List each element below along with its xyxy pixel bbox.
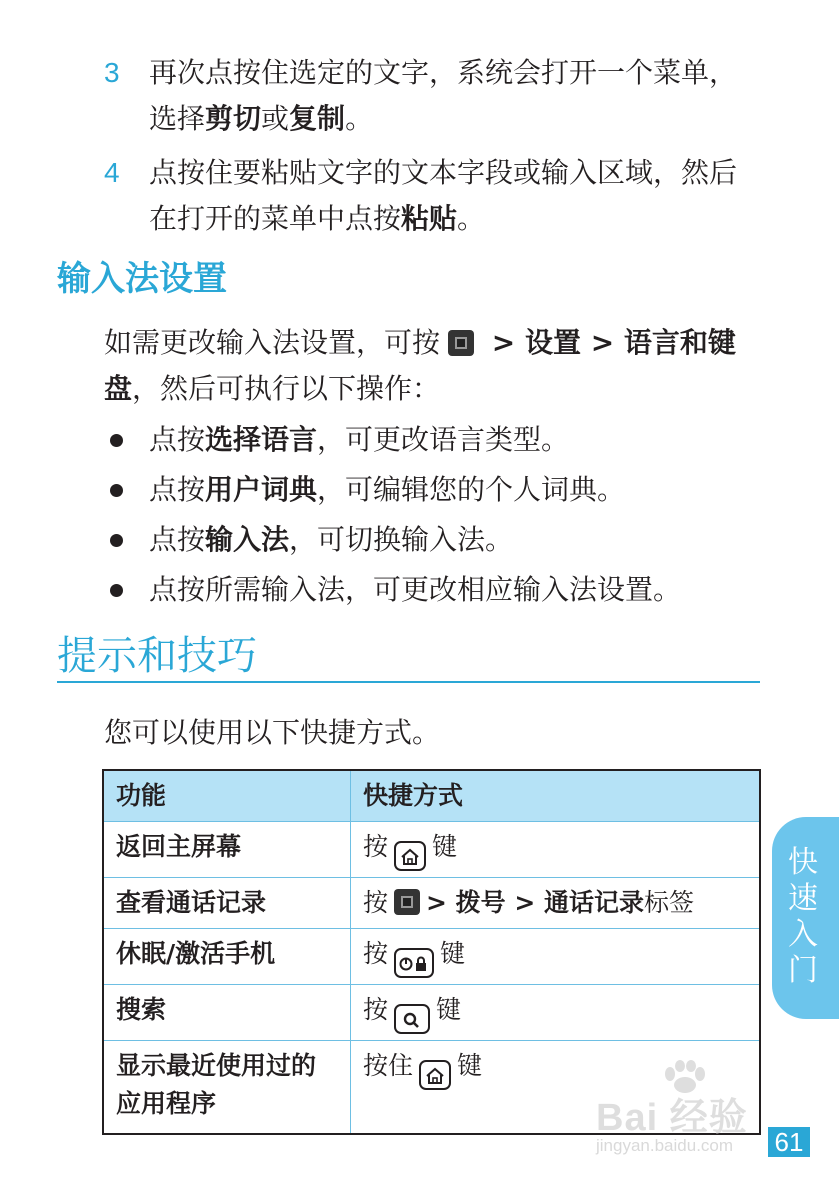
- watermark-url: jingyan.baidu.com: [596, 1136, 734, 1155]
- function-cell: 休眠/激活手机: [104, 929, 351, 985]
- bullet-bold: 输入法: [205, 523, 290, 556]
- section-title-tips: 提示和技巧: [57, 633, 257, 679]
- shortcut-cell: [351, 822, 760, 878]
- bullet-dot-icon: [110, 484, 123, 497]
- bullet-pre: 点按: [149, 523, 206, 556]
- step-text-mid: 或: [261, 102, 290, 135]
- table-row: [104, 929, 760, 985]
- chapter-side-tab: [772, 817, 839, 1019]
- power-lock-key-icon: [394, 948, 434, 978]
- step-number: 4: [104, 157, 120, 188]
- bullet-pre: 点按所需输入法，可更改相应输入法设置。: [149, 573, 682, 606]
- shortcut-cell: [351, 878, 760, 929]
- bullet-bold: 选择语言: [205, 423, 318, 456]
- bullet-dot-icon: [110, 534, 123, 547]
- step-text-pre: 点按住要粘贴文字的文本字段或输入区域，然后在打开的菜单中点按: [149, 156, 738, 235]
- bullet-text: [149, 418, 569, 462]
- shortcut-post: 键: [440, 939, 466, 968]
- table-row: [104, 878, 760, 929]
- shortcut-pre: 按: [363, 888, 389, 917]
- step-text: [149, 150, 764, 242]
- side-tab-char: 快: [788, 845, 818, 880]
- section-title-input-settings: 输入法设置: [57, 259, 227, 299]
- step-bold-paste: 粘贴: [401, 202, 458, 235]
- table-row: [104, 985, 760, 1041]
- home-key-icon: [394, 841, 426, 871]
- tips-intro: 您可以使用以下快捷方式。: [104, 716, 441, 749]
- bullet-pre: 点按: [149, 423, 206, 456]
- function-cell: 搜索: [104, 985, 351, 1041]
- chapter-side-tab-label: [778, 845, 818, 989]
- bullet-post: ，可切换输入法。: [289, 523, 514, 556]
- bullet-dot-icon: [110, 584, 123, 597]
- watermark-logo: Bai 经验: [596, 1097, 748, 1139]
- section-divider: [57, 681, 760, 683]
- function-cell: 返回主屏幕: [104, 822, 351, 878]
- table-row: [104, 822, 760, 878]
- bullet-text: [149, 568, 681, 612]
- shortcut-cell: [351, 985, 760, 1041]
- page-number: 61: [768, 1127, 810, 1157]
- table-header-row: [104, 771, 760, 822]
- shortcut-pre: 按: [363, 939, 389, 968]
- baidu-watermark: [590, 1060, 790, 1160]
- shortcut-pre: 按: [363, 995, 389, 1024]
- step-number: 3: [104, 57, 120, 88]
- shortcut-post: 键: [432, 832, 458, 861]
- menu-key-icon: [394, 889, 420, 915]
- home-key-icon: [419, 1060, 451, 1090]
- column-header-shortcut: 快捷方式: [351, 771, 760, 822]
- bullet-bold: 用户词典: [205, 473, 318, 506]
- step-bold-copy: 复制: [289, 102, 346, 135]
- shortcut-post: 标签: [644, 888, 695, 917]
- step-text: [149, 50, 764, 142]
- shortcut-path: > 拨号 > 通话记录: [426, 888, 645, 917]
- step-text-post: 。: [457, 202, 486, 235]
- side-tab-char: 速: [788, 881, 818, 916]
- function-cell: 查看通话记录: [104, 878, 351, 929]
- step-text-post: 。: [345, 102, 374, 135]
- step-text-pre: 再次点按住选定的文字，系统会打开一个菜单，选择: [149, 56, 738, 135]
- side-tab-char: 门: [788, 953, 818, 988]
- shortcut-post: 键: [436, 995, 462, 1024]
- input-settings-intro: [104, 320, 764, 412]
- bullet-pre: 点按: [149, 473, 206, 506]
- side-tab-char: 入: [788, 917, 818, 952]
- intro-menu-path: > 设置 > 语言和键盘: [104, 326, 736, 405]
- shortcut-pre: 按住: [363, 1051, 414, 1080]
- bullet-post: ，可更改语言类型。: [317, 423, 570, 456]
- bullet-text: [149, 518, 513, 562]
- shortcut-cell: [351, 929, 760, 985]
- function-cell: 显示最近使用过的应用程序: [104, 1041, 351, 1134]
- bullet-post: ，可编辑您的个人词典。: [317, 473, 626, 506]
- shortcut-pre: 按: [363, 832, 389, 861]
- intro-text-pre: 如需更改输入法设置，可按: [104, 326, 441, 359]
- intro-text-post: ，然后可执行以下操作：: [132, 372, 441, 405]
- menu-key-icon: [448, 330, 474, 356]
- shortcut-post: 键: [457, 1051, 483, 1080]
- bullet-text: [149, 468, 625, 512]
- bullet-dot-icon: [110, 434, 123, 447]
- search-key-icon: [394, 1004, 430, 1034]
- column-header-function: 功能: [104, 771, 351, 822]
- step-bold-cut: 剪切: [205, 102, 262, 135]
